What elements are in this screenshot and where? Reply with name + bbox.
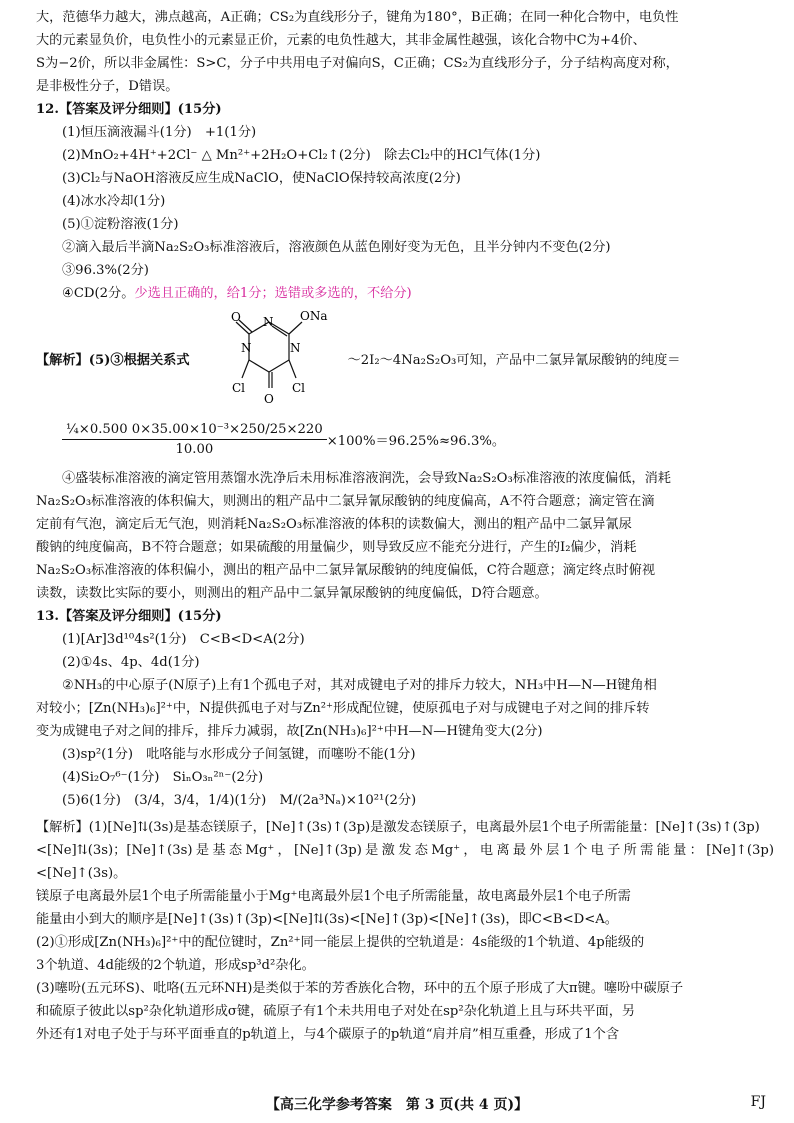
sodium-dichloroisocyanurate-structure (194, 306, 344, 410)
intro-line: 大的元素显负价，电负性小的元素显正价，元素的电负性越大，其非金属性越强，该化合物中C为+4价、 (36, 33, 646, 48)
intro-block (36, 6, 774, 98)
intro-line: 大，范德华力越大，沸点越高，A正确；CS₂为直线形分子，键角为180°，B正确；在同一种化合物中，电负性 (36, 10, 679, 25)
q12-cd-prefix: ④CD(2分。 (62, 286, 135, 301)
intro-line: S为−2价，所以非金属性：S>C，分子中共用电子对偏向S，C正确；CS₂为直线形分子，分子结构高度对称， (36, 56, 679, 71)
q12-analysis4-line: Na₂S₂O₃标准溶液的体积偏小，测出的粗产品中二氯异氰尿酸钠的纯度偏低，C符合题意；滴定终点时俯视 (36, 563, 656, 578)
intro-line: 是非极性分子，D错误。 (36, 79, 179, 94)
q12-analysis4-line: 读数，读数比实际的要小，则测出的粗产品中二氯异氰尿酸钠的纯度偏低，D符合题意。 (36, 586, 548, 601)
chem-label-cl2: Cl (291, 381, 305, 395)
q13-analysis-line: 3个轨道、4d能级的2个轨道，形成sp³d²杂化。 (36, 958, 315, 973)
q13-line: (4)Si₂O₇⁶⁻(1分) SiₙO₃ₙ²ⁿ⁻(2分) (62, 770, 264, 785)
q12-line: ③96.3%(2分) (62, 263, 149, 278)
footer-code: FJ (750, 1094, 766, 1110)
q12-analysis4-line: 酸钠的纯度偏高，B不符合题意；如果硫酸的用量偏少，则导致反应不能充分进行，产生的I₂偏少，消耗 (36, 540, 637, 555)
chem-label-n2: N (240, 341, 252, 355)
q12-analysis4-line: ④盛装标准溶液的滴定管用蒸馏水洗净后未用标准溶液润洗，会导致Na₂S₂O₃标准溶液的浓度偏低，消耗 (62, 471, 671, 486)
q12-line: (3)Cl₂与NaOH溶液反应生成NaClO，使NaClO保持较高浓度(2分) (62, 171, 461, 186)
q12-line: (5)①淀粉溶液(1分) (62, 217, 179, 232)
q13-header: 13.【答案及评分细则】(15分) (36, 609, 222, 624)
q13-line: 对较小；[Zn(NH₃)₆]²⁺中，N提供孤电子对与Zn²⁺形成配位键，使原孤电子对与成键电子对之间的排斥转 (36, 701, 650, 716)
chem-label-n1: N (262, 315, 274, 329)
q13-line: (1)[Ar]3d¹⁰4s²(1分) C<B<D<A(2分) (62, 632, 305, 647)
q12-cd-line (36, 282, 774, 305)
answer-page (36, 6, 774, 1046)
chem-label-n3: N (289, 341, 301, 355)
q13-line: ②NH₃的中心原子(N原子)上有1个孤电子对，其对成键电子对的排斥力较大，NH₃中H—N—H键角相 (62, 678, 657, 693)
q13-analysis-line: 外还有1对电子处于与环平面垂直的p轨道上，与4个碳原子的p轨道“肩并肩”相互重叠，形成了1个含 (36, 1027, 620, 1042)
q13-line: 变为成键电子对之间的排斥，排斥力减弱，故[Zn(NH₃)₆]²⁺中H—N—H键角变大(2分) (36, 724, 543, 739)
purity-fraction (62, 422, 327, 457)
chem-label-ona: ONa (299, 309, 328, 323)
chem-label-o2: O (263, 392, 274, 406)
q13-analysis-line: 和硫原子彼此以sp²杂化轨道形成σ键，硫原子有1个未共用电子对处在sp²杂化轨道上且与环共平面，另 (36, 1004, 636, 1019)
purity-result: ×100%＝96.25%≈96.3%。 (326, 433, 506, 449)
q12-analysis-tail: ～2I₂～4Na₂S₂O₃可知，产品中二氯异氰尿酸钠的纯度＝ (347, 352, 681, 368)
q12-line: (1)恒压滴液漏斗(1分) +1(1分) (62, 125, 257, 140)
purity-numerator: ¼×0.500 0×35.00×10⁻³×250/25×220 (62, 422, 327, 440)
q13-analysis-line: <[Ne]⇅(3s)；[Ne]↑(3s)是基态Mg⁺，[Ne]↑(3p)是激发态Mg⁺，电离最外层1个电子所需能量：[Ne]↑(3p)<[Ne]↑(3s)。 (36, 843, 774, 881)
chem-label-cl1: Cl (231, 381, 245, 395)
q13-analysis-line: 【解析】(1)[Ne]⇅(3s)是基态镁原子，[Ne]↑(3s)↑(3p)是激发态镁原子，电离最外层1个电子所需能量：[Ne]↑(3s)↑(3p) (36, 820, 760, 835)
q13-line: (2)①4s、4p、4d(1分) (62, 655, 200, 670)
question-13 (36, 605, 774, 1046)
q12-analysis4-line: Na₂S₂O₃标准溶液的体积偏大，则测出的粗产品中二氯异氰尿酸钠的纯度偏高，A不符合题意；滴定管在滴 (36, 494, 655, 509)
q12-analysis4-line: 定前有气泡，滴定后无气泡，则消耗Na₂S₂O₃标准溶液的体积的读数偏大，测出的粗产品中二氯异氰尿 (36, 517, 632, 532)
q13-line: (5)6(1分) (3/4，3/4，1/4)(1分) M/(2a³Nₐ)×10²¹(2分) (62, 793, 417, 808)
page-footer: 【高三化学参考答案 第 3 页(共 4 页)】 (265, 1097, 529, 1113)
question-12 (36, 98, 774, 605)
q12-header: 12.【答案及评分细则】(15分) (36, 102, 222, 117)
purity-formula (62, 411, 774, 467)
q13-analysis-line: 能量由小到大的顺序是[Ne]↑(3s)↑(3p)<[Ne]⇅(3s)<[Ne]↑(3p)<[Ne]↑(3s)，即C<B<D<A。 (36, 912, 618, 927)
chem-label-o1: O (230, 310, 241, 324)
q13-analysis-line: (3)噻吩(五元环S)、吡咯(五元环NH)是类似于苯的芳香族化合物，环中的五个原子形成了大π键。噻吩中碳原子 (36, 981, 684, 996)
purity-denominator: 10.00 (175, 441, 214, 457)
q12-line: (4)冰水冷却(1分) (62, 194, 166, 209)
q13-analysis-line: (2)①形成[Zn(NH₃)₆]²⁺中的配位键时，Zn²⁺同一能层上提供的空轨道是：4s能级的1个轨道、4p能级的 (36, 935, 645, 950)
q13-analysis-line: 镁原子电离最外层1个电子所需能量小于Mg⁺电离最外层1个电子所需能量，故电离最外层1个电子所需 (36, 889, 631, 904)
q12-line: ②滴入最后半滴Na₂S₂O₃标准溶液后，溶液颜色从蓝色刚好变为无色，且半分钟内不变色(2分) (62, 240, 611, 255)
q12-cd-note: 少选且正确的，给1分；选错或多选的，不给分) (134, 286, 412, 301)
q12-analysis-lead: 【解析】(5)③根据关系式 (36, 352, 190, 368)
q12-line: (2)MnO₂+4H⁺+2Cl⁻ △ Mn²⁺+2H₂O+Cl₂↑(2分) 除去Cl₂中的HCl气体(1分) (62, 148, 541, 163)
q13-line: (3)sp²(1分) 吡咯能与水形成分子间氢键，而噻吩不能(1分) (62, 747, 416, 762)
q12-analysis-structure-line (36, 305, 774, 411)
